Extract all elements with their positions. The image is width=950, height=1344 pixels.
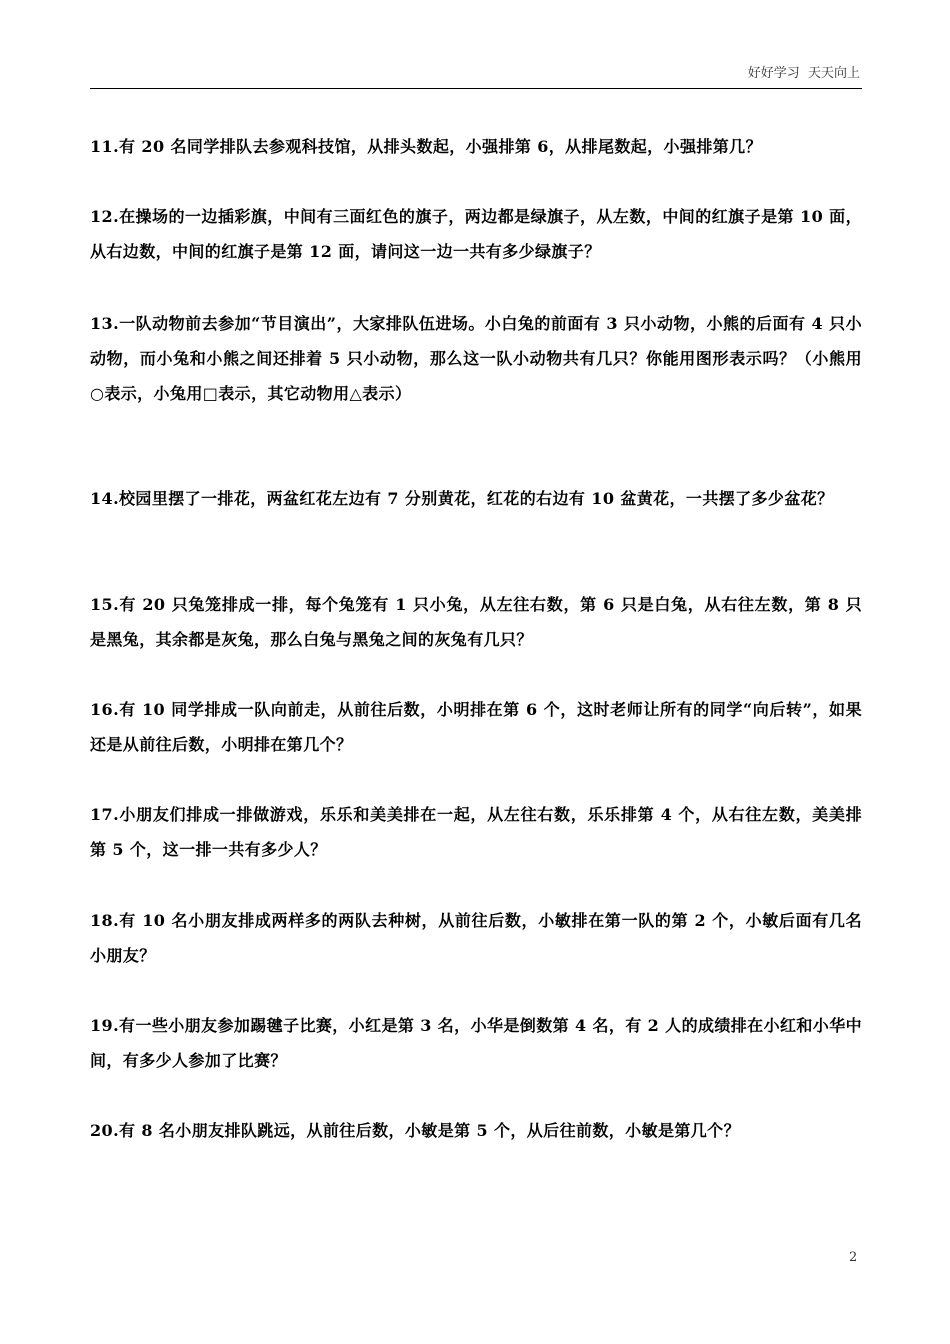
- header-motto: 好好学习 天天向上: [747, 66, 860, 81]
- question-11: 11.有 20 名同学排队去参观科技馆，从排头数起，小强排第 6，从排尾数起，小强排第几？: [90, 137, 762, 156]
- question-16: 16.有 10 同学排成一队向前走，从前往后数，小明排在第 6 个，这时老师让所有的同学“向后转”，如果还是从前往后数，小明排在第几个？: [90, 700, 862, 754]
- page-header: [90, 64, 862, 89]
- question-17: 17.小朋友们排成一排做游戏，乐乐和美美排在一起，从左往右数，乐乐排第 4 个，从右往左数，美美排第 5 个，这一排一共有多少人？: [90, 805, 862, 859]
- question-14: 14.校园里摆了一排花，两盆红花左边有 7 分别黄花，红花的右边有 10 盆黄花，一共摆了多少盆花？: [90, 489, 834, 508]
- question-18: 18.有 10 名小朋友排成两样多的两队去种树，从前往后数，小敏排在第一队的第 2 个，小敏后面有几名小朋友？: [90, 911, 862, 965]
- question-19: 19.有一些小朋友参加踢毽子比赛，小红是第 3 名，小华是倒数第 4 名，有 2 人的成绩排在小红和小华中间，有多少人参加了比赛？: [90, 1016, 862, 1070]
- question-13: 13.一队动物前去参加“节目演出”，大家排队伍进场。小白兔的前面有 3 只小动物，小熊的后面有 4 只小动物，而小兔和小熊之间还排着 5 只小动物，那么这一队小动物共有几只？你能用图形表示吗？（小熊用○表示，小兔用□表示，其它动物用△表示）: [90, 314, 862, 403]
- question-15: 15.有 20 只兔笼排成一排，每个兔笼有 1 只小兔，从左往右数，第 6 只是白兔，从右往左数，第 8 只是黑兔，其余都是灰兔，那么白兔与黑兔之间的灰兔有几只？: [90, 595, 862, 649]
- question-12: 12.在操场的一边插彩旗，中间有三面红色的旗子，两边都是绿旗子，从左数，中间的红旗子是第 10 面，从右边数，中间的红旗子是第 12 面，请问这一边一共有多少绿旗子？: [90, 207, 862, 261]
- page-number: 2: [849, 1250, 858, 1265]
- question-20: 20.有 8 名小朋友排队跳远，从前往后数，小敏是第 5 个，从后往前数，小敏是第几个？: [90, 1121, 740, 1140]
